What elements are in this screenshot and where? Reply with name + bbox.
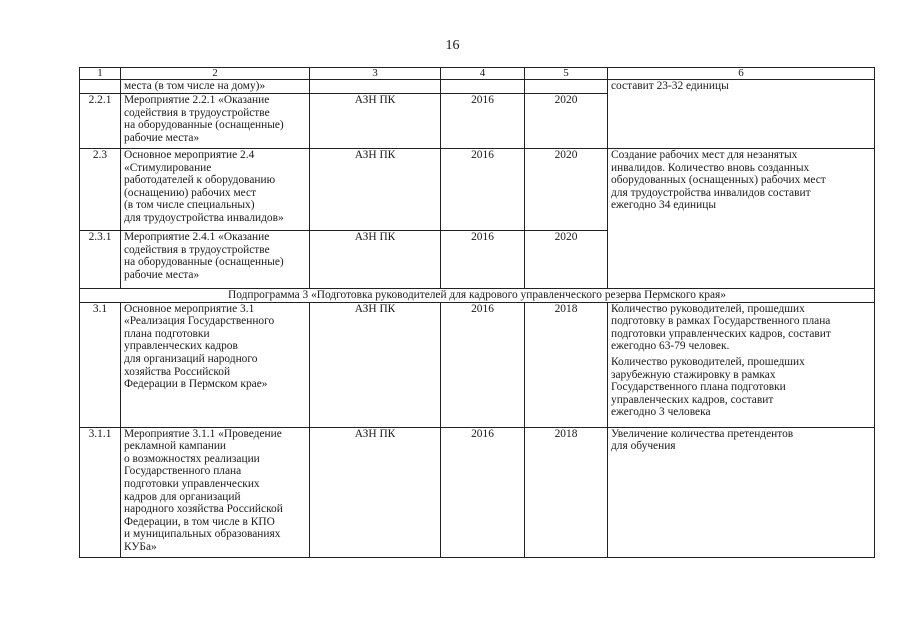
table-header-row bbox=[80, 68, 875, 80]
cell-result bbox=[608, 302, 875, 427]
cell-name: места (в том числе на дому)» bbox=[121, 80, 310, 94]
header-col-4: 4 bbox=[441, 68, 525, 80]
table-row-continuation bbox=[80, 80, 875, 94]
cell-name: Мероприятие 3.1.1 «Проведение рекламной кампании о возможностях реализации Государственного плана подготовки управленческих кадров для организаций народного хозяйства Российской Федерации, в том числе в КПО и муниципальных образованиях КУБа» bbox=[121, 427, 310, 557]
header-col-6: 6 bbox=[608, 68, 875, 80]
cell-num: 3.1.1 bbox=[80, 427, 121, 557]
header-col-5: 5 bbox=[525, 68, 608, 80]
cell-executor: АЗН ПК bbox=[310, 302, 441, 427]
cell-end: 2018 bbox=[525, 427, 608, 557]
subprogram-title: Подпрограмма 3 «Подготовка руководителей для кадрового управленческого резерва Пермского края» bbox=[80, 289, 875, 303]
cell-end: 2018 bbox=[525, 302, 608, 427]
cell-executor: АЗН ПК bbox=[310, 94, 441, 149]
cell-result: Создание рабочих мест для незанятых инвалидов. Количество вновь созданных оборудованных (оснащенных) рабочих мест для трудоустройства инвалидов составит ежегодно 34 единицы bbox=[608, 149, 875, 289]
cell-end bbox=[525, 80, 608, 94]
cell-executor bbox=[310, 80, 441, 94]
table-row bbox=[80, 149, 875, 231]
cell-name: Основное мероприятие 2.4 «Стимулирование работодателей к оборудованию (оснащению) рабочих мест (в том числе специальных) для трудоустройства инвалидов» bbox=[121, 149, 310, 231]
header-col-1: 1 bbox=[80, 68, 121, 80]
cell-executor: АЗН ПК bbox=[310, 427, 441, 557]
cell-start: 2016 bbox=[441, 427, 525, 557]
program-table bbox=[79, 67, 875, 558]
cell-num: 2.3.1 bbox=[80, 231, 121, 289]
cell-name: Мероприятие 2.4.1 «Оказание содействия в трудоустройстве на оборудованные (оснащенные) рабочие места» bbox=[121, 231, 310, 289]
cell-start bbox=[441, 80, 525, 94]
header-col-3: 3 bbox=[310, 68, 441, 80]
cell-start: 2016 bbox=[441, 94, 525, 149]
header-col-2: 2 bbox=[121, 68, 310, 80]
subprogram-row bbox=[80, 289, 875, 303]
cell-start: 2016 bbox=[441, 302, 525, 427]
cell-result: составит 23-32 единицы bbox=[608, 80, 875, 149]
result-paragraph-1: Количество руководителей, прошедших подготовку в рамках Государственного плана подготовки управленческих кадров, составит ежегодно 63-79 человек. bbox=[611, 302, 831, 353]
cell-result: Увеличение количества претендентов для обучения bbox=[608, 427, 875, 557]
page-number: 16 bbox=[445, 38, 460, 53]
cell-num: 2.3 bbox=[80, 149, 121, 231]
cell-num: 2.2.1 bbox=[80, 94, 121, 149]
table-row bbox=[80, 427, 875, 557]
cell-end: 2020 bbox=[525, 231, 608, 289]
cell-executor: АЗН ПК bbox=[310, 231, 441, 289]
cell-start: 2016 bbox=[441, 231, 525, 289]
cell-num: 3.1 bbox=[80, 302, 121, 427]
cell-num bbox=[80, 80, 121, 94]
cell-name: Основное мероприятие 3.1 «Реализация Государственного плана подготовки управленческих кадров для организаций народного хозяйства Российской Федерации в Пермском крае» bbox=[121, 302, 310, 427]
cell-end: 2020 bbox=[525, 94, 608, 149]
cell-name: Мероприятие 2.2.1 «Оказание содействия в трудоустройстве на оборудованные (оснащенные) рабочие места» bbox=[121, 94, 310, 149]
cell-end: 2020 bbox=[525, 149, 608, 231]
result-paragraph-2: Количество руководителей, прошедших зарубежную стажировку в рамках Государственного плана подготовки управленческих кадров, составит ежегодно 3 человека bbox=[611, 355, 805, 419]
cell-start: 2016 bbox=[441, 149, 525, 231]
cell-executor: АЗН ПК bbox=[310, 149, 441, 231]
table-row bbox=[80, 302, 875, 427]
